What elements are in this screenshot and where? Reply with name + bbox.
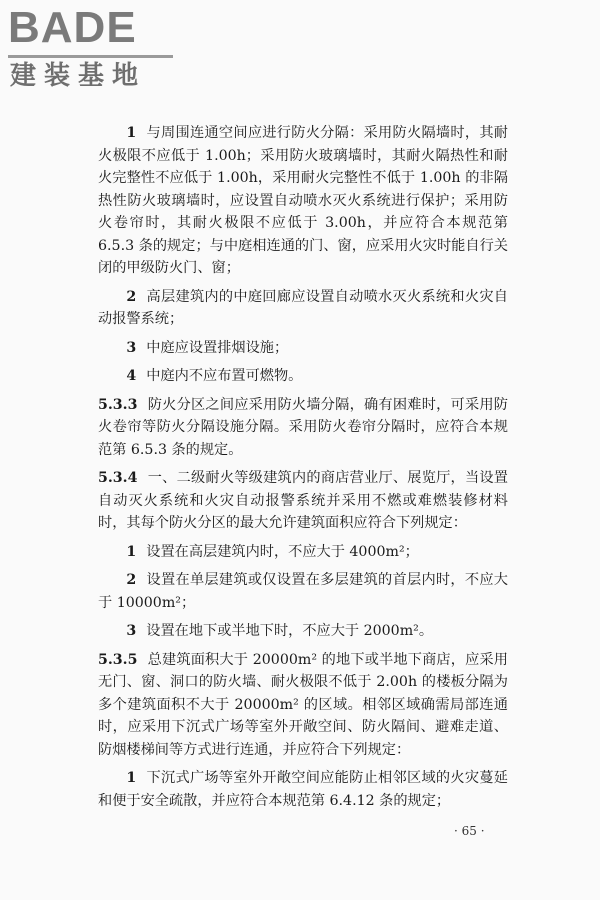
list-item: 1 与周围连通空间应进行防火分隔：采用防火隔墙时，其耐火极限不应低于 1.00h；采用防火玻璃墙时，其耐火隔热性和耐火完整性不应低于 1.00h，采用耐火完整性不低于 1.00h 的非隔热性防火玻璃墙时，应设置自动喷水灭火系统进行保护；采用防火卷帘时，其耐火极限不应低于 3.00h，并应符合本规范第 6.5.3 条的规定；与中庭相连通的门、窗，应采用火灾时能自行关闭的甲级防火门、窗； <box>98 125 508 276</box>
clause-5-3-4: 5.3.4 一、二级耐火等级建筑内的商店营业厅、展览厅，当设置自动灭火系统和火灾自动报警系统并采用不燃或难燃装修材料时，其每个防火分区的最大允许建筑面积应符合下列规定： <box>98 470 508 531</box>
clause-5-3-3: 5.3.3 防火分区之间应采用防火墙分隔，确有困难时，可采用防火卷帘等防火分隔设施分隔。采用防火卷帘分隔时，应符合本规范第 6.5.3 条的规定。 <box>98 396 508 458</box>
logo-divider <box>8 55 173 58</box>
list-item: 3 设置在地下或半地下时，不应大于 2000m²。 <box>126 623 434 639</box>
list-item: 1 下沉式广场等室外开敞空间应能防止相邻区域的火灾蔓延和便于安全疏散，并应符合本规范第 6.4.12 条的规定； <box>98 770 508 809</box>
logo-subtitle: 建装基地 <box>10 61 147 91</box>
list-item: 4 中庭内不应布置可燃物。 <box>126 368 303 384</box>
list-item: 1 设置在高层建筑内时，不应大于 4000m²； <box>126 543 419 560</box>
list-item: 2 高层建筑内的中庭回廊应设置自动喷水灭火系统和火灾自动报警系统； <box>98 288 508 327</box>
list-item: 3 中庭应设置排烟设施； <box>126 339 289 356</box>
page-number: · 65 · <box>454 824 485 838</box>
clause-5-3-5: 5.3.5 总建筑面积大于 20000m² 的地下或半地下商店，应采用无门、窗、洞口的防火墙、耐火极限不低于 2.00h 的楼板分隔为多个建筑面积不大于 20000m² 的区域。相邻区域确需局部连通时，应采用下沉式广场等室外开敞空间、防火隔间、避难走道、防烟楼梯间等方式进行连通，并应符合下列规定： <box>98 651 508 758</box>
logo-brand: BADE <box>8 3 137 52</box>
list-item: 2 设置在单层建筑或仅设置在多层建筑的首层内时，不应大于 10000m²； <box>98 572 508 611</box>
document-body <box>98 122 508 818</box>
bade-logo <box>8 3 178 92</box>
